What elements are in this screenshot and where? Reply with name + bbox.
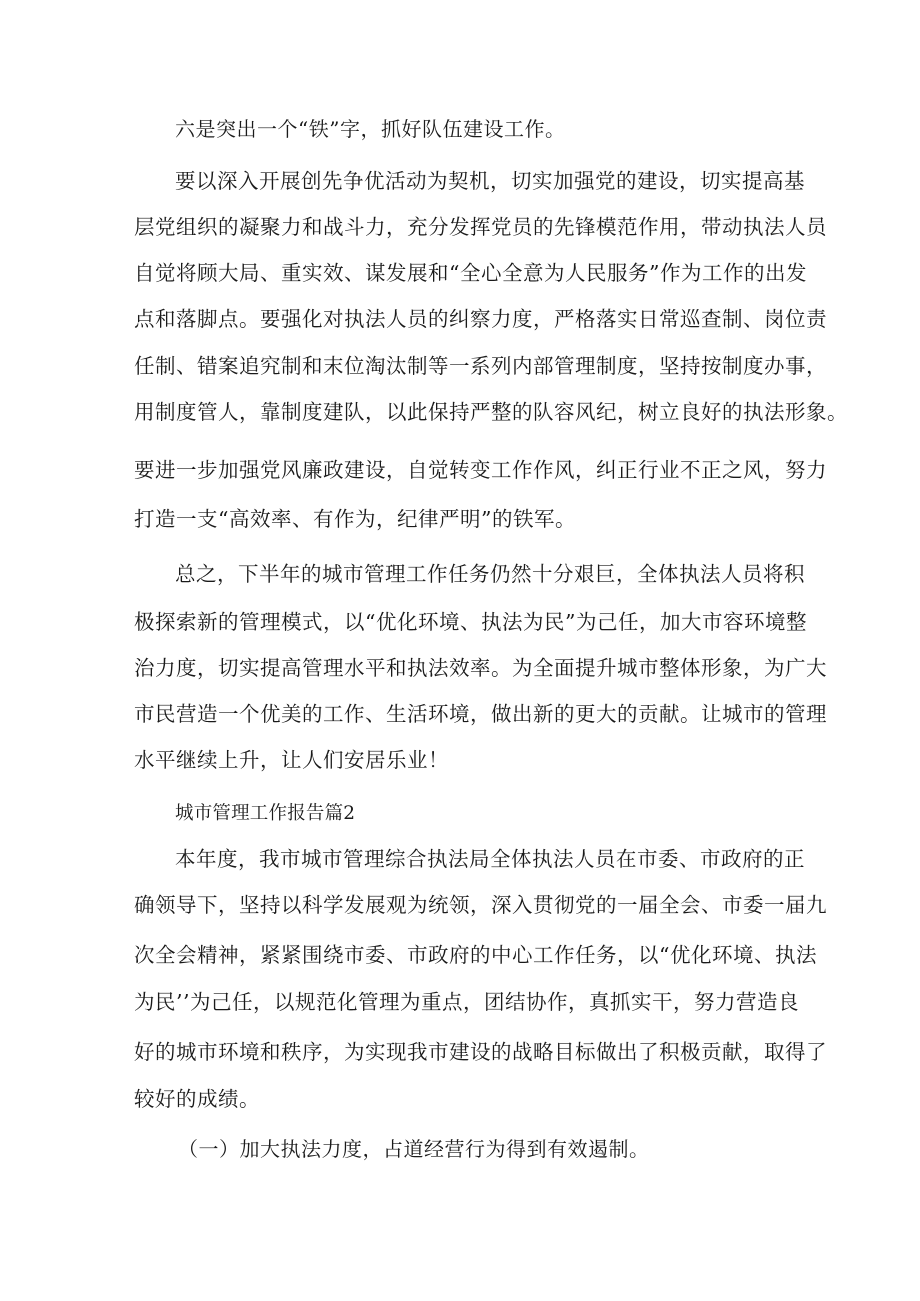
paragraph-line: 要以深入开展创先争优活动为契机，切实加强党的建设，切实提高基 bbox=[175, 169, 805, 193]
paragraph-line: 治力度，切实提高管理水平和执法效率。为全面提升城市整体形象，为广大 bbox=[134, 656, 827, 680]
subsection-heading: （一）加大执法力度，占道经营行为得到有效遏制。 bbox=[178, 1137, 650, 1161]
paragraph-line: 总之，下半年的城市管理工作任务仍然十分艰巨，全体执法人员将积 bbox=[175, 562, 805, 586]
paragraph-line: 次全会精神，紧紧围绕市委、市政府的中心工作任务，以“优化环境、执法 bbox=[134, 943, 817, 967]
paragraph-line: 为民’’为己任，以规范化管理为重点，团结协作，真抓实干，努力营造良 bbox=[134, 990, 800, 1014]
paragraph-line: 自觉将顾大局、重实效、谋发展和“全心全意为人民服务”作为工作的出发 bbox=[134, 261, 807, 285]
paragraph-line: 本年度，我市城市管理综合执法局全体执法人员在市委、市政府的正 bbox=[175, 847, 805, 871]
report-section-title: 城市管理工作报告篇2 bbox=[175, 803, 356, 824]
paragraph-line: 任制、错案追究制和末位淘汰制等一系列内部管理制度，坚持按制度办事， bbox=[134, 354, 827, 378]
paragraph-line: 水平继续上升，让人们安居乐业！ bbox=[134, 748, 449, 772]
paragraph-line: 层党组织的凝聚力和战斗力，充分发挥党员的先锋模范作用，带动执法人员 bbox=[134, 215, 827, 239]
paragraph-line: 点和落脚点。要强化对执法人员的纠察力度，严格落实日常巡查制、岗位责 bbox=[134, 307, 827, 331]
paragraph-line: 极探索新的管理模式，以“优化环境、执法为民”为己任，加大市容环境整 bbox=[134, 610, 807, 634]
paragraph-line: 好的城市环境和秩序，为实现我市建设的战略目标做出了积极贡献，取得了 bbox=[134, 1040, 827, 1064]
paragraph-line: 要进一步加强党风廉政建设，自觉转变工作作风，纠正行业不正之风，努力 bbox=[134, 458, 827, 482]
paragraph-line: 打造一支“高效率、有作为，纪律严明”的铁军。 bbox=[134, 507, 576, 531]
paragraph-line: 较好的成绩。 bbox=[134, 1087, 260, 1111]
paragraph-line: 确领导下，坚持以科学发展观为统领，深入贯彻党的一届全会、市委一届九 bbox=[134, 893, 827, 917]
paragraph-line: 市民营造一个优美的工作、生活环境，做出新的更大的贡献。让城市的管理 bbox=[134, 702, 827, 726]
paragraph-line: 用制度管人，靠制度建队，以此保持严整的队容风纪，树立良好的执法形象。 bbox=[134, 400, 848, 424]
section-heading-iron: 六是突出一个“铁”字，抓好队伍建设工作。 bbox=[175, 117, 566, 141]
